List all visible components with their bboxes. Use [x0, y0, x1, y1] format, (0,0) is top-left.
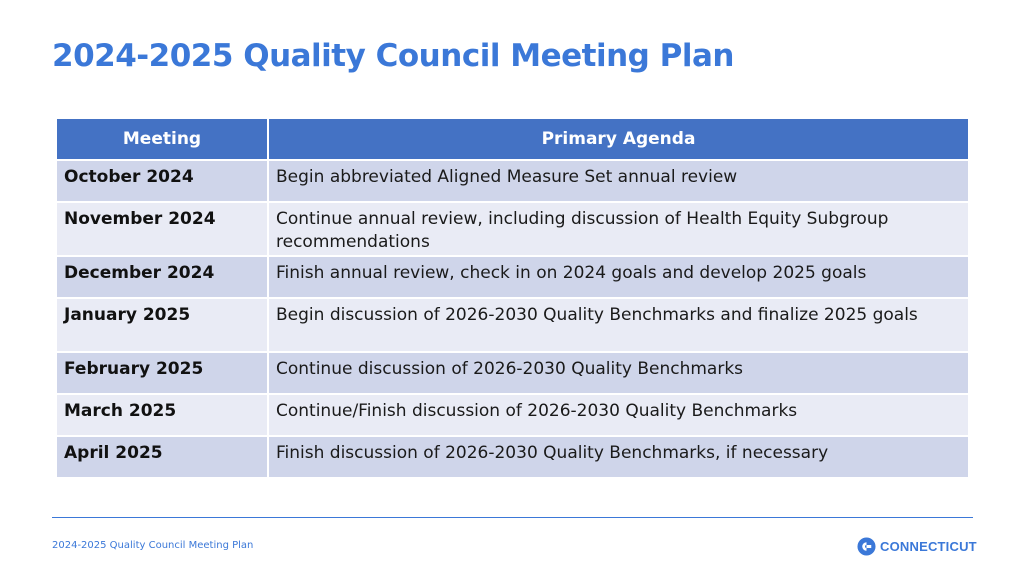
column-header-primary-agenda: Primary Agenda [268, 119, 968, 160]
meeting-plan-table [57, 119, 968, 479]
agenda-cell: Begin discussion of 2026-2030 Quality Benchmarks and finalize 2025 goals [268, 298, 968, 352]
meeting-cell: April 2025 [57, 436, 268, 478]
table-row [57, 160, 968, 202]
meeting-cell: February 2025 [57, 352, 268, 394]
page-title: 2024-2025 Quality Council Meeting Plan [52, 38, 734, 74]
connecticut-logo [857, 536, 977, 556]
logo-text: CONNECTICUT [880, 538, 977, 554]
footer-divider [52, 517, 973, 518]
column-header-meeting: Meeting [57, 119, 268, 160]
connecticut-logo-icon [857, 537, 876, 556]
table-row [57, 256, 968, 298]
meeting-cell: December 2024 [57, 256, 268, 298]
meeting-cell: March 2025 [57, 394, 268, 436]
table-row [57, 298, 968, 352]
table-row [57, 352, 968, 394]
meeting-cell: January 2025 [57, 298, 268, 352]
table-row [57, 436, 968, 478]
agenda-cell: Begin abbreviated Aligned Measure Set annual review [268, 160, 968, 202]
table-row [57, 394, 968, 436]
table-row [57, 202, 968, 256]
agenda-cell: Continue annual review, including discussion of Health Equity Subgroup recommendations [268, 202, 968, 256]
footer-text: 2024-2025 Quality Council Meeting Plan [52, 540, 254, 551]
agenda-cell: Continue/Finish discussion of 2026-2030 Quality Benchmarks [268, 394, 968, 436]
agenda-cell: Continue discussion of 2026-2030 Quality Benchmarks [268, 352, 968, 394]
meeting-cell: October 2024 [57, 160, 268, 202]
agenda-cell: Finish annual review, check in on 2024 goals and develop 2025 goals [268, 256, 968, 298]
table-header-row [57, 119, 968, 160]
meeting-cell: November 2024 [57, 202, 268, 256]
agenda-cell: Finish discussion of 2026-2030 Quality Benchmarks, if necessary [268, 436, 968, 478]
